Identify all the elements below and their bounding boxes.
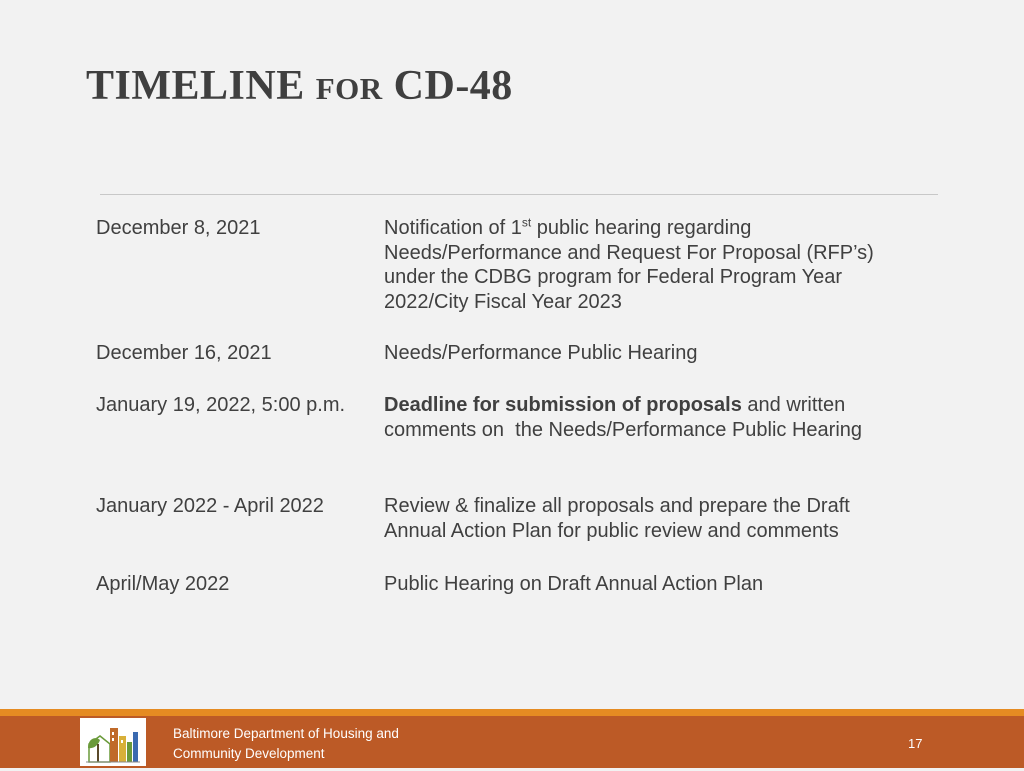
page-title: [86, 62, 513, 110]
organization-name: [173, 724, 473, 763]
timeline-description: Notification of 1st public hearing regarding Needs/Performance and Request For Proposal (RFP’s) under the CDBG program for Federal Program Year 2022/City Fiscal Year 2023: [384, 215, 880, 313]
timeline-date: January 2022 - April 2022: [96, 495, 324, 517]
title-divider: [100, 194, 938, 195]
timeline-description: Public Hearing on Draft Annual Action Plan: [384, 573, 764, 595]
timeline-date: December 8, 2021: [96, 217, 261, 239]
timeline-date: December 16, 2021: [96, 342, 272, 364]
deadline-emphasis: Deadline for submission of proposals: [384, 394, 742, 416]
timeline-description: Review & finalize all proposals and prepare the Draft Annual Action Plan for public review and comments: [384, 495, 850, 542]
housing-community-logo-icon: [80, 718, 146, 766]
timeline-date: April/May 2022: [96, 573, 230, 595]
timeline-description: Deadline for submission of proposals and written comments on the Needs/Performance Public Hearing: [384, 394, 863, 441]
timeline-description: Needs/Performance Public Hearing: [384, 342, 698, 364]
footer-accent-stripe: [0, 709, 1024, 716]
page-number: 17: [908, 736, 923, 751]
footer-bar: [0, 716, 1024, 768]
title-part-1: TIMELINE: [86, 63, 316, 109]
timeline-date: January 19, 2022, 5:00 p.m.: [96, 394, 346, 416]
title-part-3: CD-48: [382, 63, 513, 109]
title-part-2: FOR: [315, 71, 383, 106]
organization-name-line-2: Community Development: [173, 745, 325, 761]
organization-name-line-1: Baltimore Department of Housing and: [173, 726, 399, 741]
